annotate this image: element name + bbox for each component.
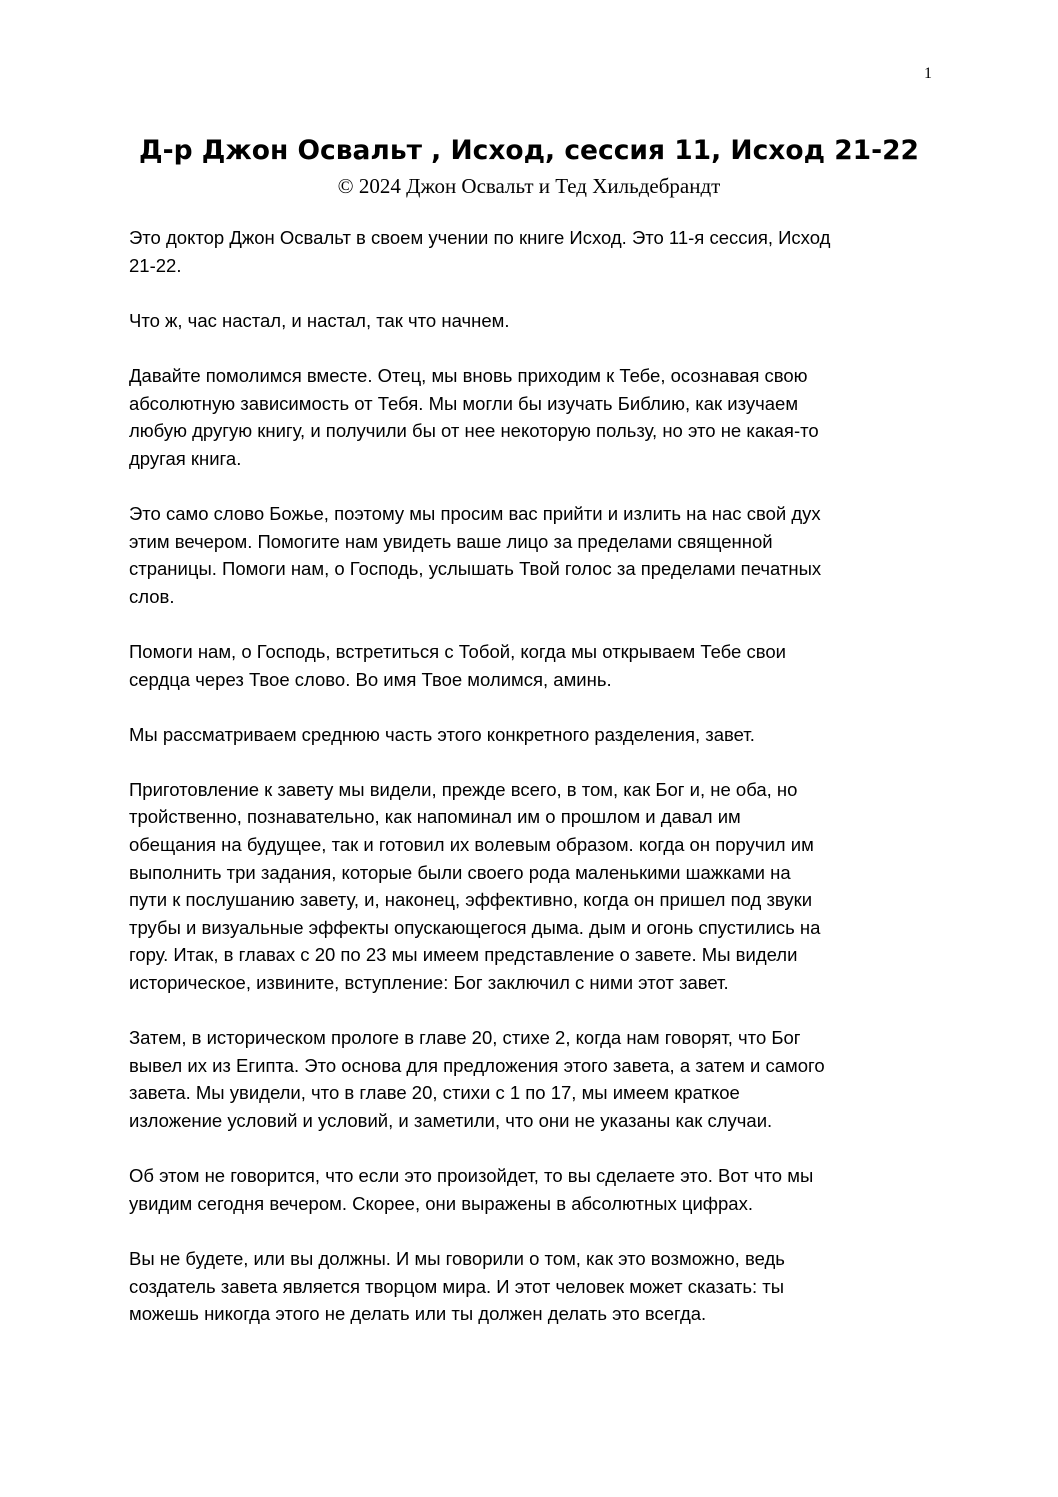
paragraph-7 (129, 776, 949, 997)
text-line: пути к послушанию завету, и, наконец, эффективно, когда он пришел под звуки (129, 889, 813, 911)
paragraph-2 (129, 307, 949, 335)
text-line: Затем, в историческом прологе в главе 20, стихе 2, когда нам говорят, что Бог (129, 1027, 801, 1049)
page-number: 1 (924, 65, 932, 82)
paragraph-10 (129, 1245, 949, 1328)
text-line: Мы рассматриваем среднюю часть этого конкретного разделения, завет. (129, 723, 755, 745)
text-line: завета. Мы увидели, что в главе 20, стихи с 1 по 17, мы имеем краткое (129, 1082, 740, 1104)
text-line: сердца через Твое слово. Во имя Твое молимся, аминь. (129, 668, 612, 690)
text-line: Помоги нам, о Господь, встретиться с Тобой, когда мы открываем Тебе свои (129, 640, 786, 662)
text-line: изложение условий и условий, и заметили, что они не указаны как случаи. (129, 1110, 773, 1131)
text-line: абсолютную зависимость от Тебя. Мы могли бы изучать Библию, как изучаем (129, 392, 799, 414)
text-line: тройственно, познавательно, как напоминал им о прошлом и давал им (129, 806, 741, 828)
text-line: 21-22. (129, 254, 182, 276)
document-title: Д-р Джон Освальт , Исход, сессия 11, Исход 21-22 (139, 135, 919, 166)
copyright-line: © 2024 Джон Освальт и Тед Хильдебрандт (337, 174, 721, 198)
text-line: выполнить три задания, которые были своего рода маленькими шажками на (129, 861, 791, 883)
text-line: Это доктор Джон Освальт в своем учении по книге Исход. Это 11-я сессия, Исход (129, 227, 831, 248)
paragraph-9 (129, 1162, 949, 1217)
text-line: другая книга. (129, 447, 242, 469)
paragraph-5 (129, 638, 949, 693)
text-line: Давайте помолимся вместе. Отец, мы вновь приходим к Тебе, осознавая свою (129, 364, 808, 386)
text-line: слов. (129, 585, 175, 607)
text-line: можешь никогда этого не делать или ты должен делать это всегда. (129, 1303, 707, 1325)
text-line: страницы. Помоги нам, о Господь, услышать Твой голос за пределами печатных (129, 558, 822, 580)
text-line: историческое, извините, вступление: Бог заключил с ними этот завет. (129, 972, 729, 994)
text-line: гору. Итак, в главах с 20 по 23 мы имеем представление о завете. Мы видели (129, 944, 798, 966)
text-line: Приготовление к завету мы видели, прежде всего, в том, как Бог и, не оба, но (129, 778, 798, 800)
text-line: трубы и визуальные эффекты опускающегося дыма. дым и огонь спустились на (129, 916, 821, 938)
text-line: Что ж, час настал, и настал, так что начнем. (129, 309, 510, 331)
text-line: Вы не будете, или вы должны. И мы говорили о том, как это возможно, ведь (129, 1247, 785, 1269)
text-line: увидим сегодня вечером. Скорее, они выражены в абсолютных цифрах. (129, 1192, 753, 1214)
paragraph-4 (129, 500, 949, 610)
paragraph-6 (129, 721, 949, 749)
paragraph-1 (129, 224, 949, 279)
text-line: этим вечером. Помогите нам увидеть ваше лицо за пределами священной (129, 530, 773, 552)
body-text (129, 224, 949, 1355)
text-line: создатель завета является творцом мира. И этот человек может сказать: ты (129, 1275, 785, 1297)
text-line: обещания на будущее, так и готовил их волевым образом. когда он поручил им (129, 834, 814, 856)
text-line: вывел их из Египта. Это основа для предложения этого завета, а затем и самого (129, 1054, 825, 1076)
text-line: Это само слово Божье, поэтому мы просим вас прийти и излить на нас свой дух (129, 502, 821, 524)
paragraph-8 (129, 1024, 949, 1134)
text-line: Об этом не говорится, что если это произойдет, то вы сделаете это. Вот что мы (129, 1165, 814, 1187)
paragraph-3 (129, 362, 949, 472)
text-line: любую другую книгу, и получили бы от нее некоторую пользу, но это не какая-то (129, 420, 819, 442)
